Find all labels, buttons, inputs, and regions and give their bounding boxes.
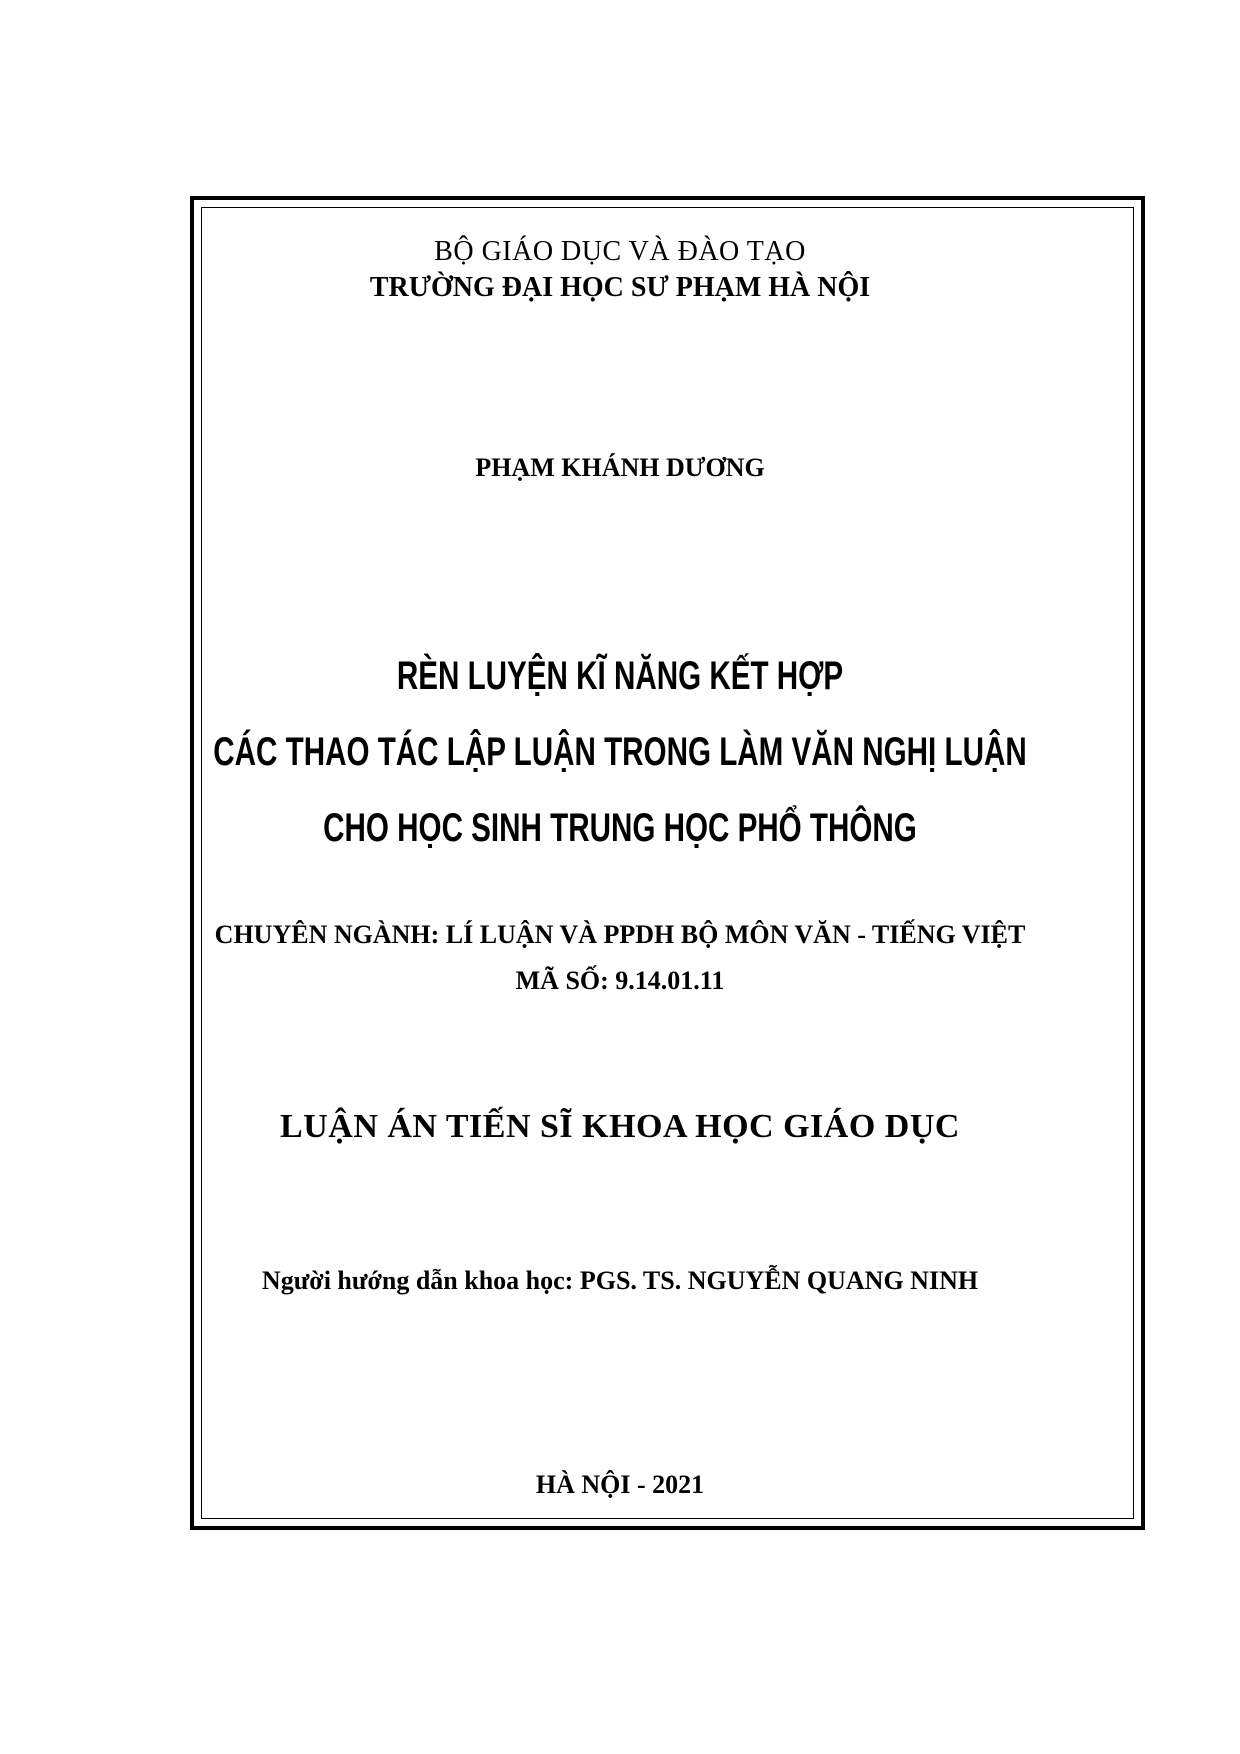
thesis-title-line-1: RÈN LUYỆN KĨ NĂNG KẾT HỢP [396,654,844,698]
ministry-name: BỘ GIÁO DỤC VÀ ĐÀO TẠO [434,236,806,267]
university-name: TRƯỜNG ĐẠI HỌC SƯ PHẠM HÀ NỘI [369,272,871,303]
thesis-title-line-2: CÁC THAO TÁC LẬP LUẬN TRONG LÀM VĂN NGHỊ LUẬN [213,730,1027,774]
major-specialization: CHUYÊN NGÀNH: LÍ LUẬN VÀ PPDH BỘ MÔN VĂN - TIẾNG VIỆT [214,920,1026,949]
place-and-year: HÀ NỘI - 2021 [535,1470,705,1499]
page-border-inner [201,207,1134,1519]
thesis-title-line-3: CHO HỌC SINH TRUNG HỌC PHỔ THÔNG [323,806,917,850]
author-name: PHẠM KHÁNH DƯƠNG [475,453,765,482]
scientific-advisor: Người hướng dẫn khoa học: PGS. TS. NGUYỄN QUANG NINH [261,1266,979,1295]
degree-type: LUẬN ÁN TIẾN SĨ KHOA HỌC GIÁO DỤC [280,1108,960,1145]
major-code: MÃ SỐ: 9.14.01.11 [515,966,725,995]
